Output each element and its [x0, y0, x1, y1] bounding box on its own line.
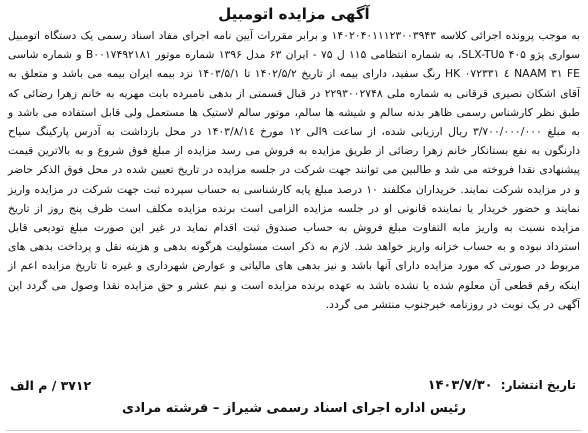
publication-date	[428, 378, 576, 393]
notice-footer	[10, 374, 576, 396]
notice-body: به موجب پرونده اجرائی کلاسه ۱۴۰۲۰۴۰۱۱۱۲۳۰۰۳۹۴۳ و برابر مقررات آیین نامه اجرای مفاد اسناد رسمی یک دستگاه اتومبیل سواری پژو SLX-TU۵ ۴۰۵، به شماره انتظامی ۱۱۵ ل ۷۵ - ایران ۶۳ مدل ۱۳۹۶ شماره موتور B۰۰۱۷۴۹۲۱۸۱ و شماره شاسی NAAM ۳۱ FE ٤ HK ۰۷۲۳۳۱ رنگ سفید، دارای بیمه از تاریخ ۱۴۰۲/۵/۲ تا ۱۴۰۳/۵/۱ نزد بیمه ایران بیمه می باشد و متعلق به آقای اشکان نصیری قرقانی به شماره ملی ۲۲۹۳۰۰۲۷۴۸ در قبال قسمتی از بدهی نامبرده بابت مهریه به خانم زهرا رضائی که طبق نظر کارشناس رسمی ظاهر بدنه سالم و شیشه ها سالم، موتور سالم لاستیک ها مستعمل ولی قابل استفاده می باشد و به مبلغ ۳/۷۰۰/۰۰۰/۰۰۰ ریال ارزیابی شده، از ساعت ۹الی ۱۲ مورخ ۱۴۰۳/۸/۱٤ در محل بازداشت به آدرس پارکینگ سیاح دارنگون به نفع بستانکار خانم زهرا رضائی از طریق مزایده به فروش می رسد مزایده از مبلغ فوق شروع و به بالاترین قیمت پیشنهادی نقدا فروخته می شد و طالبین می توانند جهت شرکت در جلسه مزایده در تاریخ تعیین شده در محل فوق الذکر حاضر و در مزایده شرکت نمایند. خریداران مکلفند ۱۰ درصد مبلغ پایه کارشناسی به حساب سپرده ثبت جهت شرکت در مزایده واریز نمایند و حضور خریدار یا نماینده قانونی او در جلسه مزایده الزامی است برنده مزایده مکلف است ظرف پنج روز از تاریخ مزایده نسبت به واریز مابه التفاوت مبلغ فروش به حساب صندوق ثبت اقدام نماید در غیر این صورت مبلغ تودیعی قابل استرداد نبوده و به حساب خزانه واریز خواهد شد. لازم به ذکر است مسئولیت هرگونه بدهی و هزینه نقل و پرداخت بدهی های مربوط در صورتی که مورد مزایده دارای آنها باشد و نیز بدهی های مالیاتی و عوارض شهرداری و غیره تا تاریخ مزایده اعم از اینکه رقم قطعی آن معلوم شده یا نشده باشد به عهده برنده مزایده است و نیم عشر و حق مزایده نقدا وصول می گردد این آگهی در یک نوبت در روزنامه خبرجنوب منتشر می گردد.	[8, 29, 580, 311]
notice-title: آگهی مزایده اتومبیل	[218, 5, 370, 23]
bottom-divider	[6, 430, 582, 431]
reference-number: ۳۷۱۲ / م الف	[10, 377, 92, 393]
publication-date-value: ۱۴۰۳/۷/۳۰	[427, 377, 493, 393]
publication-date-label: تاریخ انتشار:	[500, 377, 576, 392]
signature-line: رئیس اداره اجرای اسناد رسمی شیراز – فرشته مرادی	[122, 401, 466, 416]
